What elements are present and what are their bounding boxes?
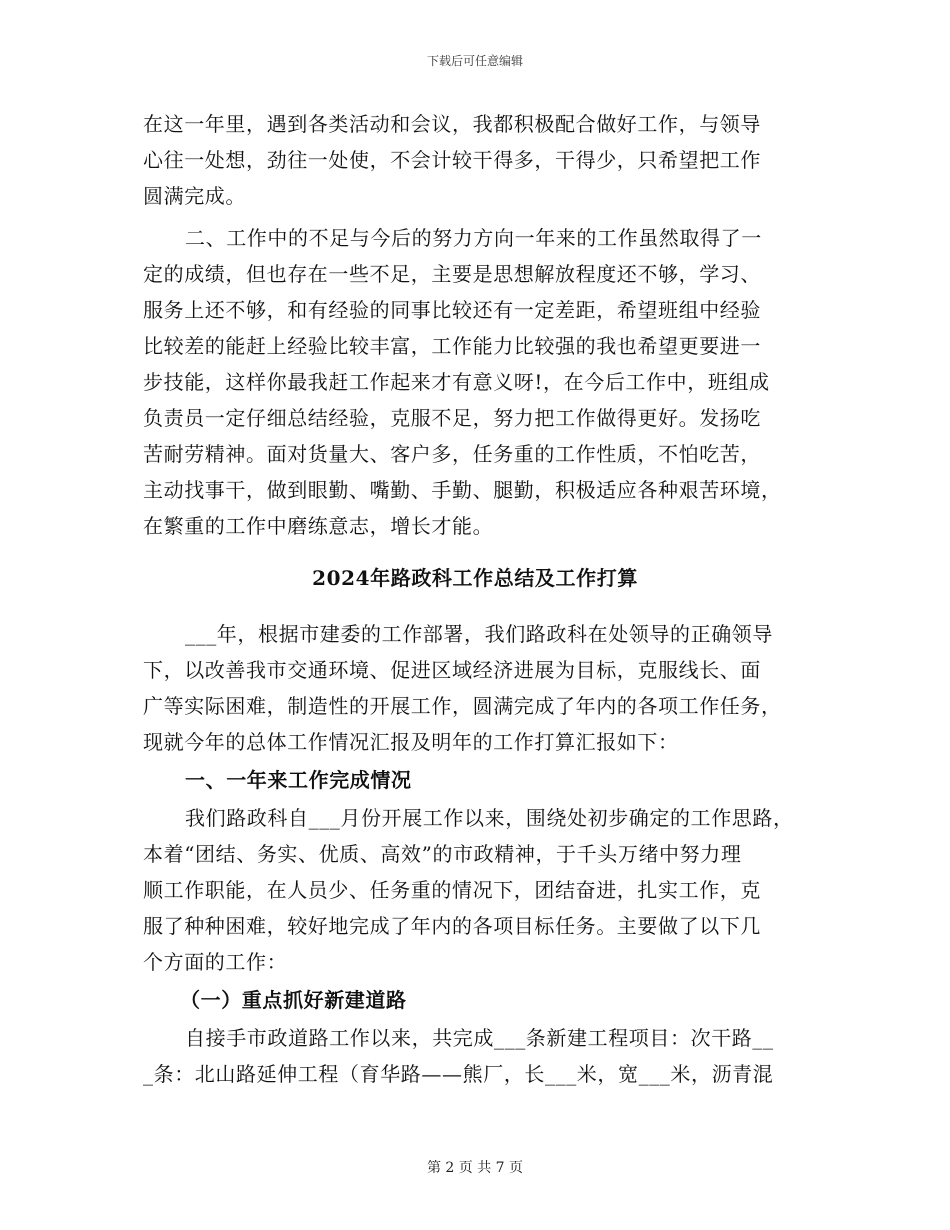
subsection-heading: （一）重点抓好新建道路 [180,988,407,1012]
body-line: 苦耐劳精神。面对货量大、客户多，任务重的工作性质，不怕吃苦， [143,442,761,466]
body-line: 二、工作中的不足与今后的努力方向一年来的工作虽然取得了一 [185,226,762,250]
body-line: 在这一年里，遇到各类活动和会议，我都积极配合做好工作，与领导 [143,112,761,136]
body-line: 现就今年的总体工作情况汇报及明年的工作打算汇报如下： [143,730,679,754]
body-line: 步技能，这样你最我赶工作起来才有意义呀!，在今后工作中，班组成 [143,370,770,394]
body-line: 在繁重的工作中磨练意志，增长才能。 [143,514,494,538]
body-line: 广等实际困难，制造性的开展工作，圆满完成了年内的各项工作任务， [143,694,782,718]
body-line: 负责员一定仔细总结经验，克服不足，努力把工作做得更好。发扬吃 [143,406,761,430]
body-line: 本着“团结、务实、优质、高效”的市政精神，于千头万绪中努力理 [143,842,742,866]
section-heading: 一、一年来工作完成情况 [185,768,412,792]
body-line: 个方面的工作： [143,950,288,974]
body-line: 主动找事干，做到眼勤、嘴勤、手勤、腿勤，积极适应各种艰苦环境， [143,478,782,502]
body-line: 自接手市政道路工作以来，共完成___条新建工程项目：次干路__ [185,1026,774,1050]
body-line: 比较差的能赶上经验比较丰富，工作能力比较强的我也希望更要进一 [143,334,761,358]
page-footer: 第 2 页 共 7 页 [426,1160,524,1176]
body-line: 圆满完成。 [143,184,246,208]
page-header: 下载后可任意编辑 [426,54,523,68]
body-line: 心往一处想，劲往一处使，不会计较干得多，干得少，只希望把工作 [143,148,761,172]
body-line: _条：北山路延伸工程（育华路——熊厂，长___米，宽___米，沥青混 [143,1062,774,1086]
body-line: 我们路政科自___月份开展工作以来，围绕处初步确定的工作思路， [185,806,794,830]
document-title: 2024年路政科工作总结及工作打算 [312,566,638,590]
body-line: 下，以改善我市交通环境、促进区域经济进展为目标，克服线长、面 [143,658,761,682]
body-line: ___年，根据市建委的工作部署，我们路政科在处领导的正确领导 [185,622,773,646]
body-line: 服务上还不够，和有经验的同事比较还有一定差距，希望班组中经验 [143,298,761,322]
body-line: 服了种种困难，较好地完成了年内的各项目标任务。主要做了以下几 [143,914,761,938]
body-line: 顺工作职能，在人员少、任务重的情况下，团结奋进，扎实工作，克 [143,878,761,902]
body-line: 定的成绩，但也存在一些不足，主要是思想解放程度还不够，学习、 [143,262,761,286]
